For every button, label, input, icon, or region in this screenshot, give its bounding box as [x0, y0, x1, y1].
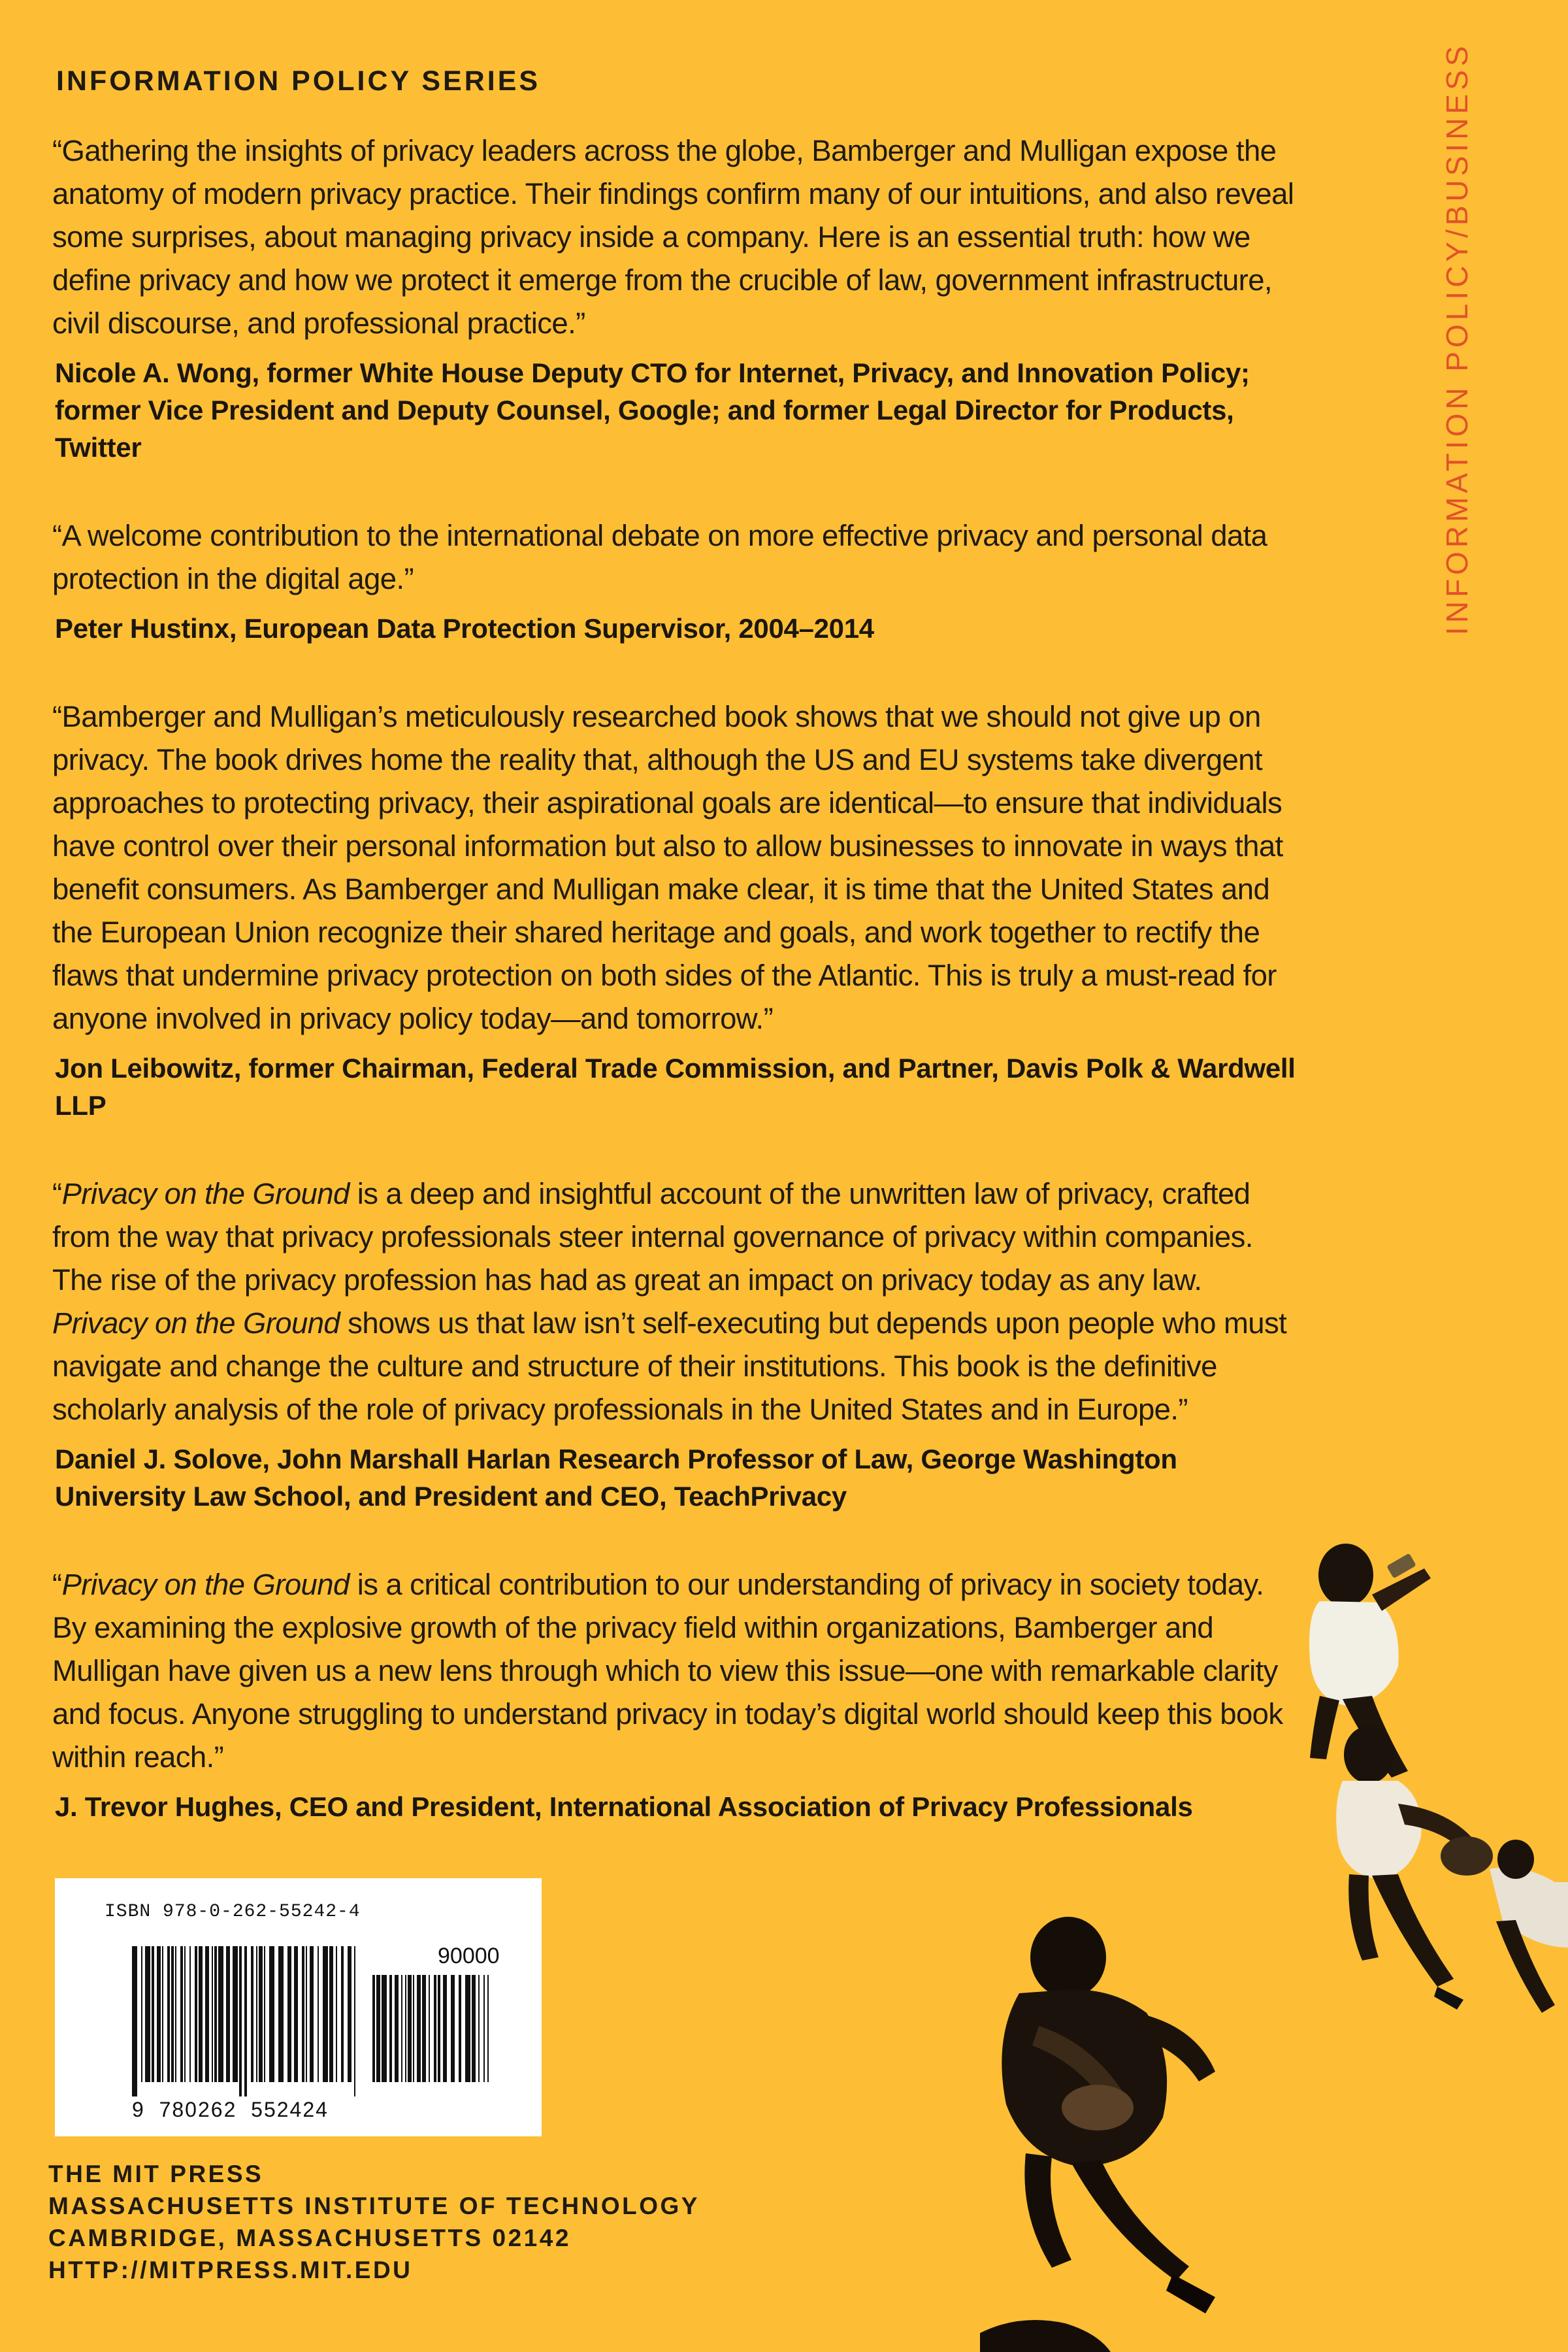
barcode-bar: [251, 1946, 253, 2082]
endorsement-attribution: Jon Leibowitz, former Chairman, Federal Trade Commission, and Partner, Davis Polk & Wardwell LLP: [55, 1053, 1296, 1121]
barcode-bar: [395, 1975, 399, 2082]
barcode-bar: [145, 1946, 150, 2082]
publisher-institution: MASSACHUSETTS INSTITUTE OF TECHNOLOGY: [48, 2193, 700, 2219]
isbn-label: ISBN 978-0-262-55242-4: [105, 1902, 361, 1922]
barcode-bar: [372, 1975, 375, 2082]
endorsement-attribution: Daniel J. Solove, John Marshall Harlan Research Professor of Law, George Washington University Law School, and President and CEO, TeachPrivacy: [55, 1444, 1177, 1512]
barcode-bar: [408, 1975, 412, 2082]
endorsement-quote: [52, 129, 1297, 345]
book-title: Privacy on the Ground: [52, 1306, 340, 1340]
walking-people-photo: [980, 1529, 1568, 2352]
barcode-digits: [132, 2098, 329, 2122]
quote-text: “: [52, 1568, 62, 1601]
quote-text: is a critical contribution to our understanding of privacy in society today. By examining the explosive growth of the privacy field within organizations, Bamberger and Mulligan have given us a new lens through which to view this issue—one with remarkable clarity and focus. Anyone struggling to understand privacy in today’s digital world should keep this book within reach.”: [52, 1568, 1283, 1774]
price-barcode-bars: [372, 1975, 497, 2096]
barcode-bar: [199, 1946, 203, 2082]
endorsement-attribution: Nicole A. Wong, former White House Deputy CTO for Internet, Privacy, and Innovation Policy; former Vice President and Deputy Counsel, Google; and former Legal Director for Products, Twitter: [55, 357, 1250, 463]
barcode-bar: [438, 1975, 440, 2082]
barcode-bar: [233, 1946, 238, 2082]
quote-text: is a deep and insightful account of the unwritten law of privacy, crafted from the way that privacy professionals steer internal governance of privacy within companies. The rise of the privacy profession has had as great an impact on privacy today as any law.: [52, 1177, 1253, 1297]
barcode-bar: [167, 1946, 170, 2082]
barcode-bar: [376, 1975, 380, 2082]
barcode-bar: [451, 1975, 455, 2082]
barcode-bar: [184, 1946, 186, 2082]
quote-text: “Gathering the insights of privacy leaders across the globe, Bamberger and Mulligan expose the anatomy of modern privacy practice. Their findings confirm many of our intuitions, and also reveal some surprises, about managing privacy inside a company. Here is an essential truth: how we define privacy and how we protect it emerge from the crucible of law, government infrastructure, civil discourse, and professional practice.”: [52, 134, 1294, 340]
barcode-bar: [306, 1946, 307, 2082]
quote-text: “A welcome contribution to the international debate on more effective privacy and personal data protection in the digital age.”: [52, 519, 1267, 595]
barcode-bar: [218, 1946, 223, 2082]
barcode-bar: [152, 1946, 154, 2082]
barcode-bar: [417, 1975, 421, 2082]
barcode-bar: [205, 1946, 209, 2082]
barcode-bar: [175, 1946, 176, 2082]
barcode-bar: [195, 1946, 197, 2082]
barcode-group-1: 780262: [159, 2098, 237, 2121]
barcode-bar: [336, 1946, 337, 2082]
endorsement-4: [52, 1172, 1297, 1515]
barcode-bar: [348, 1946, 351, 2082]
barcode-bar: [422, 1975, 426, 2082]
barcode-panel: [55, 1878, 542, 2136]
barcode-bar: [256, 1946, 257, 2082]
barcode-bar: [302, 1946, 304, 2082]
barcode-bar: [162, 1946, 163, 2082]
edge-walker-figure: [1490, 1840, 1568, 2013]
publisher-url: HTTP://MITPRESS.MIT.EDU: [48, 2257, 413, 2283]
endorsement-quote: [52, 1172, 1297, 1431]
barcode-bar: [413, 1975, 414, 2082]
barcode-bar: [212, 1946, 213, 2082]
publisher-address: [48, 2158, 700, 2286]
endorsement-3: [52, 695, 1297, 1124]
barcode-bar: [171, 1946, 174, 2082]
price-code: 90000: [438, 1944, 500, 1968]
barcode-bar: [483, 1975, 485, 2082]
barcode-bar: [239, 1946, 242, 2096]
barcode-bar: [478, 1975, 480, 2082]
barcode-bar: [434, 1975, 436, 2082]
barcode-bar: [318, 1946, 319, 2082]
barcode-bar: [341, 1946, 344, 2082]
endorsement-quote: [52, 514, 1297, 601]
barcode-bar: [287, 1946, 291, 2082]
barcode-bar: [354, 1946, 355, 2096]
barcode-bar: [472, 1975, 476, 2082]
series-title: INFORMATION POLICY SERIES: [56, 65, 541, 97]
barcode-bar: [264, 1946, 265, 2082]
barcode-bar: [141, 1946, 142, 2082]
publisher-name: THE MIT PRESS: [48, 2161, 264, 2187]
bottom-walker-figure: [1002, 1917, 1215, 2313]
barcode-bar: [214, 1946, 217, 2082]
lower-shadow-figure: [980, 2320, 1111, 2352]
barcode-bar: [405, 1975, 406, 2082]
barcode-bar: [389, 1975, 392, 2082]
endorsement-attribution: Peter Hustinx, European Data Protection Supervisor, 2004–2014: [55, 613, 874, 644]
endorsement-1: [52, 129, 1297, 466]
barcode-bar: [429, 1975, 430, 2082]
barcode-bar: [278, 1946, 284, 2082]
barcode-bar: [459, 1975, 461, 2082]
barcode-bar: [310, 1946, 314, 2082]
barcode-bar: [382, 1975, 387, 2082]
publisher-city: CAMBRIDGE, MASSACHUSETTS 02142: [48, 2225, 571, 2251]
barcode-bar: [226, 1946, 230, 2082]
barcode-bar: [329, 1946, 333, 2082]
barcode-bar: [189, 1946, 191, 2082]
book-title: Privacy on the Ground: [61, 1177, 350, 1210]
barcode-bar: [244, 1946, 247, 2096]
barcode-group-2: 552424: [251, 2098, 329, 2121]
barcode-lead-digit: 9: [132, 2098, 145, 2121]
endorsement-2: [52, 514, 1297, 647]
barcode-bar: [487, 1975, 489, 2082]
barcode-bar: [401, 1975, 402, 2082]
barcode-bar: [259, 1946, 263, 2082]
barcode-bars: [132, 1946, 361, 2096]
barcode-bar: [132, 1946, 137, 2096]
spine-category-label: INFORMATION POLICY/BUSINESS: [1440, 42, 1474, 635]
barcode-bar: [269, 1946, 274, 2082]
quote-text: “: [52, 1177, 62, 1210]
barcode-bar: [323, 1946, 328, 2082]
barcode-bar: [465, 1975, 470, 2082]
endorsement-attribution: J. Trevor Hughes, CEO and President, International Association of Privacy Professionals: [55, 1791, 1193, 1822]
quote-text: “Bamberger and Mulligan’s meticulously researched book shows that we should not give up on privacy. The book drives home the reality that, although the US and EU systems take divergent approaches to protecting privacy, their aspirational goals are identical—to ensure that individuals have control over their personal information but also to allow businesses to innovate in ways that benefit consumers. As Bamberger and Mulligan make clear, it is time that the United States and the European Union recognize their shared heritage and goals, and work together to rectify the flaws that undermine privacy protection on both sides of the Atlantic. This is truly a must-read for anyone involved in privacy policy today—and tomorrow.”: [52, 700, 1283, 1035]
barcode-bar: [180, 1946, 183, 2082]
book-title: Privacy on the Ground: [61, 1568, 350, 1601]
second-walker-figure: [1336, 1726, 1493, 2010]
barcode-bar: [294, 1946, 298, 2082]
quote-text: shows us that law isn’t self-executing but depends upon people who must navigate and change the culture and structure of their institutions. This book is the definitive scholarly analysis of the role of privacy professionals in the United States and in Europe.”: [52, 1306, 1287, 1426]
barcode-bar: [157, 1946, 161, 2082]
endorsement-quote: [52, 695, 1297, 1040]
barcode-bar: [443, 1975, 447, 2082]
